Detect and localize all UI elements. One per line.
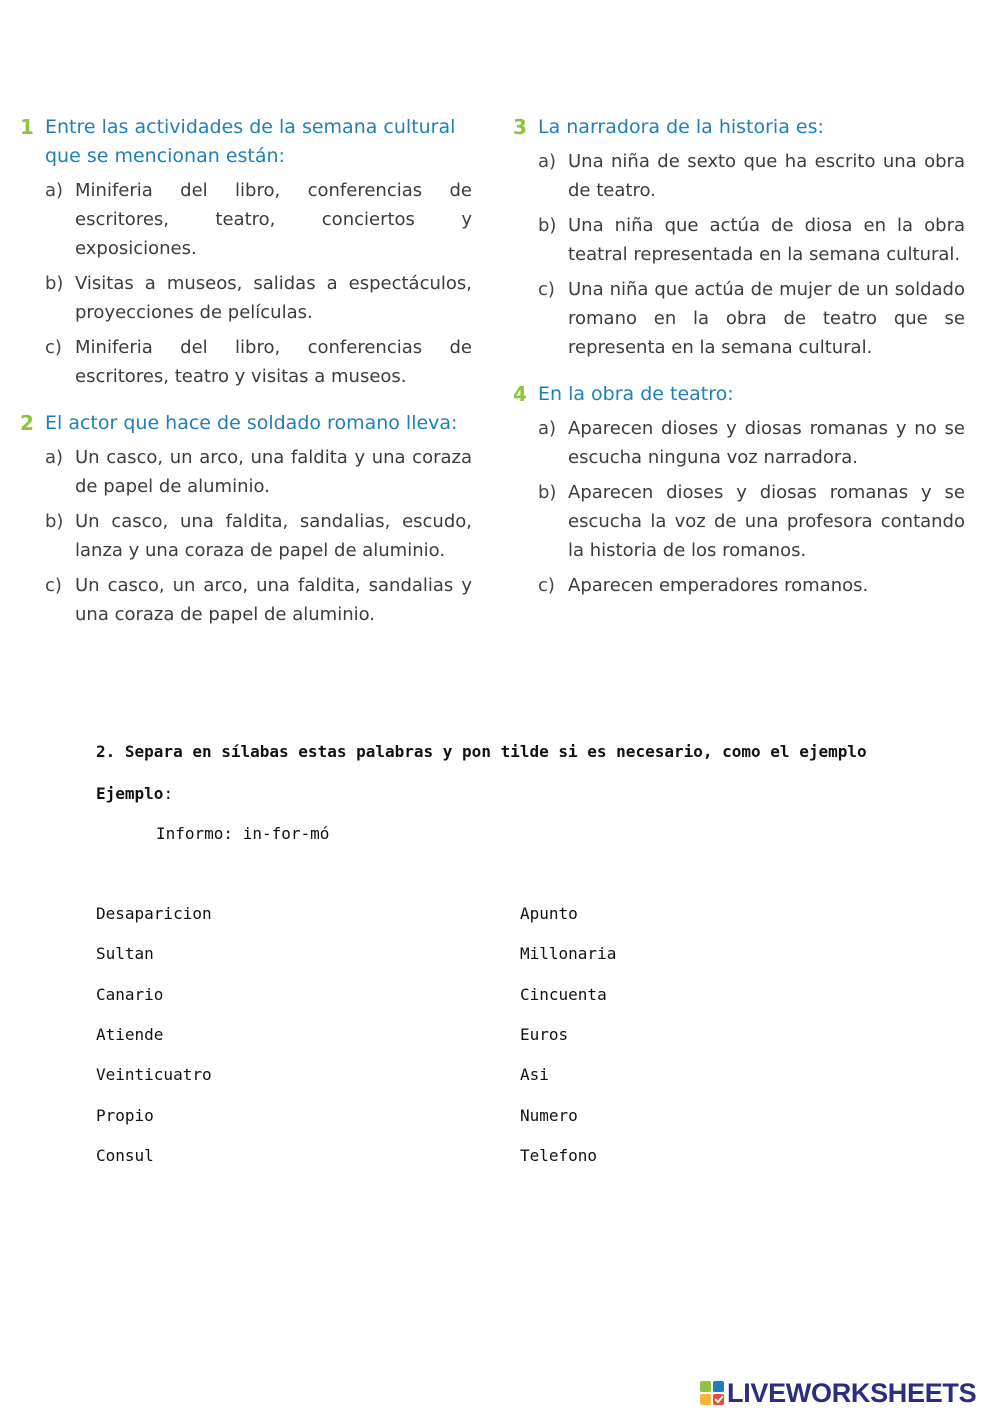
option-c xyxy=(20,571,472,629)
option-text: Miniferia del libro, conferencias de escritores, teatro y visitas a museos. xyxy=(75,337,472,387)
questions-right-column xyxy=(513,113,965,606)
option-letter: c) xyxy=(45,337,62,358)
word-item: Atiende xyxy=(96,1024,164,1044)
word-item: Euros xyxy=(520,1024,569,1044)
option-text: Miniferia del libro, conferencias de escritores, teatro, conciertos y exposiciones. xyxy=(75,180,472,259)
option-b xyxy=(20,507,472,565)
example-label xyxy=(96,780,173,808)
option-b xyxy=(513,478,965,565)
option-c xyxy=(513,571,965,600)
question-header xyxy=(513,380,965,409)
option-letter: c) xyxy=(538,279,555,300)
word-item: Canario xyxy=(96,984,164,1004)
option-text: Un casco, una faldita, sandalias, escudo, lanza y una coraza de papel de aluminio. xyxy=(75,511,472,561)
reading-comprehension-questions xyxy=(0,95,1000,625)
option-a xyxy=(513,414,965,472)
question-options xyxy=(20,176,472,391)
word-item: Numero xyxy=(520,1105,578,1125)
option-text: Visitas a museos, salidas a espectáculos, proyecciones de películas. xyxy=(75,273,472,323)
word-item: Apunto xyxy=(520,904,578,923)
option-text: Aparecen emperadores romanos. xyxy=(568,575,869,596)
option-text: Una niña que actúa de diosa en la obra teatral representada en la semana cultural. xyxy=(568,215,965,265)
brand-text: LIVEWORKSHEETS xyxy=(727,1377,977,1408)
option-letter: a) xyxy=(538,151,557,172)
exercise-2 xyxy=(96,738,956,1165)
question-options xyxy=(20,443,472,629)
option-letter: b) xyxy=(45,273,64,294)
option-letter: a) xyxy=(45,180,64,201)
question-text: Entre las actividades de la semana cultural que se mencionan están: xyxy=(45,116,456,167)
word-item: Veinticuatro xyxy=(96,1065,212,1085)
question-header xyxy=(513,113,965,142)
question-options xyxy=(513,147,965,362)
liveworksheets-brand xyxy=(699,1378,976,1408)
word-item: Asi xyxy=(520,1065,549,1085)
word-item: Propio xyxy=(96,1105,154,1125)
question-header xyxy=(20,409,472,438)
option-b xyxy=(20,269,472,327)
option-text: Una niña de sexto que ha escrito una obra de teatro. xyxy=(568,151,965,201)
option-letter: b) xyxy=(538,215,557,236)
question-number: 1 xyxy=(20,115,34,139)
question-header xyxy=(20,113,472,171)
option-text: Un casco, un arco, una faldita, sandalias y una coraza de papel de aluminio. xyxy=(75,575,472,625)
option-letter: a) xyxy=(45,447,64,468)
option-letter: b) xyxy=(538,482,557,503)
exercise-2-title: 2. Separa en sílabas estas palabras y pon tilde si es necesario, como el ejemplo xyxy=(96,742,867,761)
word-item: Consul xyxy=(96,1145,154,1165)
question-number: 2 xyxy=(20,411,34,435)
question-number: 4 xyxy=(513,382,527,406)
word-item: Millonaria xyxy=(520,944,617,964)
question-number: 3 xyxy=(513,115,527,139)
word-item: Telefono xyxy=(520,1145,598,1165)
question-options xyxy=(513,414,965,600)
question-2 xyxy=(20,409,472,629)
option-letter: c) xyxy=(538,575,555,596)
option-letter: c) xyxy=(45,575,62,596)
option-c xyxy=(20,333,472,391)
word-item: Desaparicion xyxy=(96,904,212,923)
question-text: En la obra de teatro: xyxy=(538,383,734,405)
option-text: Aparecen dioses y diosas romanas y se escucha la voz de una profesora contando la historia de los romanos. xyxy=(568,482,965,561)
question-1 xyxy=(20,113,472,391)
example-label-text: Ejemplo xyxy=(96,784,164,803)
question-4 xyxy=(513,380,965,600)
question-text: El actor que hace de soldado romano lleva: xyxy=(45,412,458,434)
question-3 xyxy=(513,113,965,362)
word-item: Cincuenta xyxy=(520,984,607,1004)
option-text: Una niña que actúa de mujer de un soldado romano en la obra de teatro que se representa en la semana cultural. xyxy=(568,279,965,358)
option-letter: a) xyxy=(538,418,557,439)
option-letter: b) xyxy=(45,511,64,532)
word-item: Sultan xyxy=(96,944,154,964)
option-a xyxy=(20,443,472,501)
example-label-colon: : xyxy=(163,784,174,803)
option-a xyxy=(513,147,965,205)
option-text: Un casco, un arco, una faldita y una coraza de papel de aluminio. xyxy=(75,447,472,497)
option-c xyxy=(513,275,965,362)
option-b xyxy=(513,211,965,269)
question-text: La narradora de la historia es: xyxy=(538,116,824,138)
questions-left-column xyxy=(20,113,472,635)
example-text: Informo: in-for-mó xyxy=(156,824,330,843)
liveworksheets-logo-icon xyxy=(699,1380,725,1406)
option-text: Aparecen dioses y diosas romanas y no se escucha ninguna voz narradora. xyxy=(568,418,965,468)
option-a xyxy=(20,176,472,263)
